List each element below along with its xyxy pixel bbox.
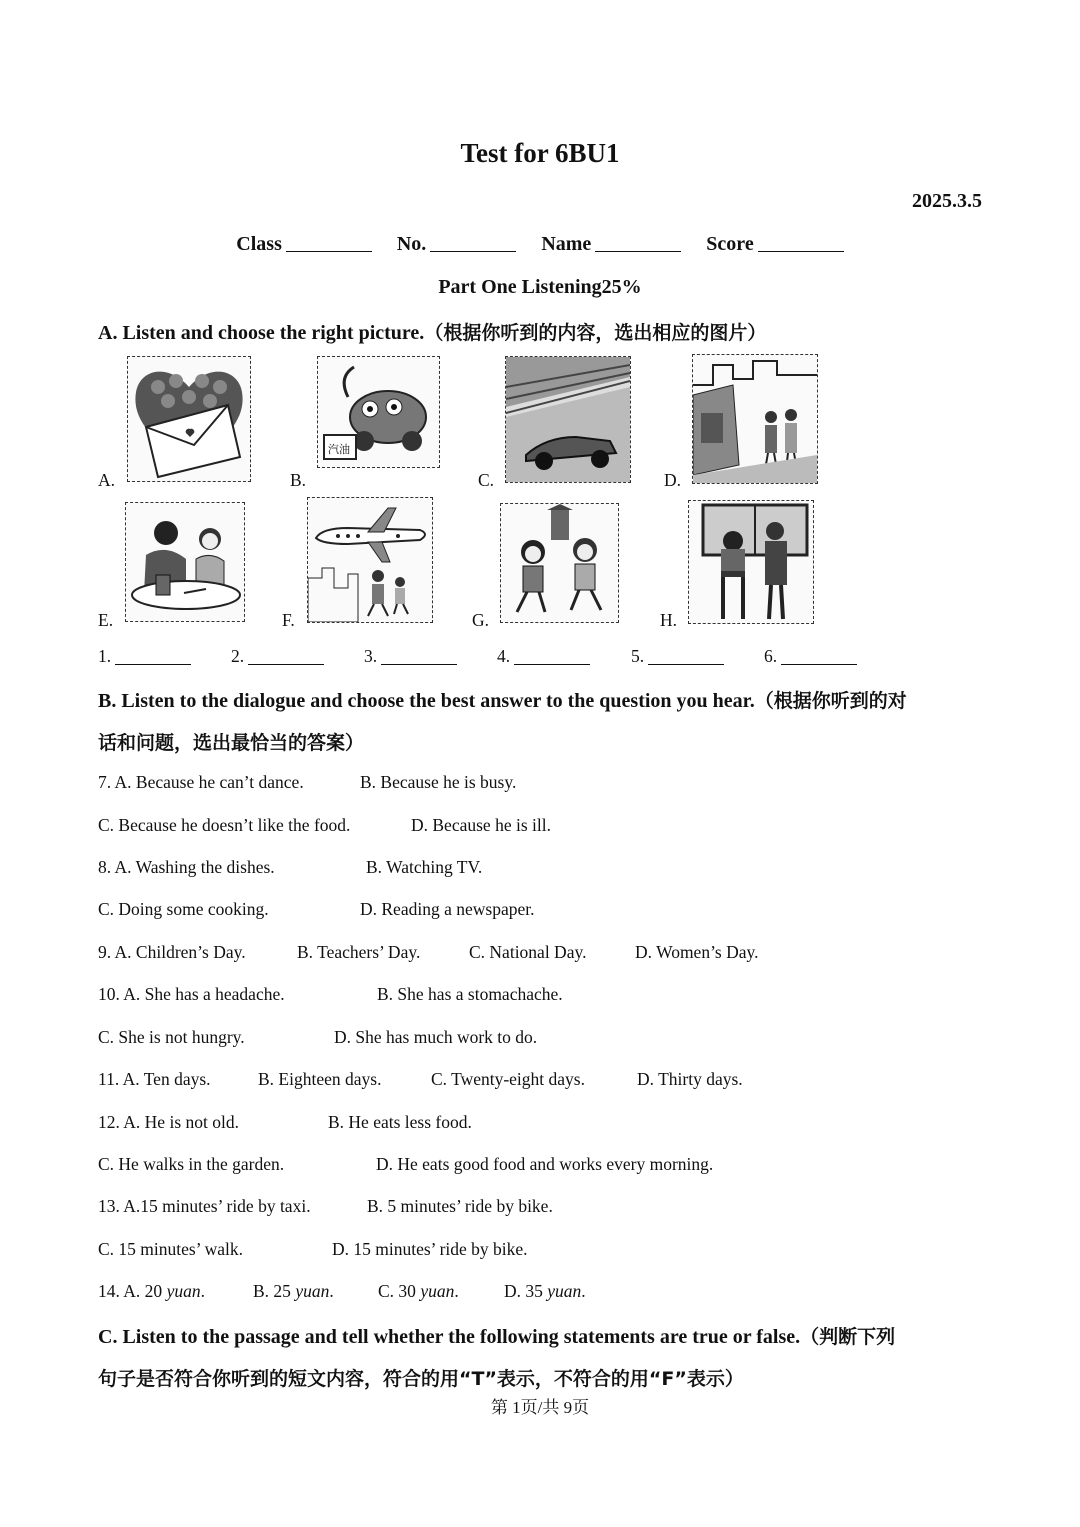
q12-option-d[interactable]: D. He eats good food and works every morning.	[376, 1154, 714, 1174]
picture-label-g: G.	[472, 610, 490, 630]
picture-label-f: F.	[282, 610, 295, 630]
q8-option-a[interactable]: 8. A. Washing the dishes.	[98, 857, 275, 877]
race-car-icon[interactable]	[505, 356, 631, 483]
q9-option-d[interactable]: D. Women’s Day.	[635, 942, 759, 962]
mother-child-drawing-icon[interactable]	[125, 502, 245, 622]
picture-label-b: B.	[290, 470, 307, 490]
score-field[interactable]: Score	[706, 233, 843, 255]
q8-option-c[interactable]: C. Doing some cooking.	[98, 899, 269, 919]
section-c-heading: C. Listen to the passage and tell whether the following statements are true or false.（判断下列	[98, 1326, 896, 1348]
q8-option-b[interactable]: B. Watching TV.	[366, 857, 483, 877]
q14-option-d[interactable]: D. 35 yuan.	[504, 1281, 586, 1301]
street-people-icon[interactable]	[692, 354, 818, 484]
picture-label-a: A.	[98, 470, 116, 490]
q11-option-a[interactable]: 11. A. Ten days.	[98, 1069, 211, 1089]
q13-option-b[interactable]: B. 5 minutes’ ride by bike.	[367, 1196, 553, 1216]
q8-option-d[interactable]: D. Reading a newspaper.	[360, 899, 535, 919]
airplane-family-icon[interactable]	[307, 497, 433, 623]
q7-option-c[interactable]: C. Because he doesn’t like the food.	[98, 815, 351, 835]
q9-option-a[interactable]: 9. A. Children’s Day.	[98, 942, 246, 962]
q11-option-c[interactable]: C. Twenty-eight days.	[431, 1069, 585, 1089]
section-a-heading: A. Listen and choose the right picture.（根据你听到的内容，选出相应的图片）	[98, 322, 767, 344]
picture-label-e: E.	[98, 610, 114, 630]
page-title: Test for 6BU1	[460, 138, 620, 168]
q14-option-c[interactable]: C. 30 yuan.	[378, 1281, 459, 1301]
children-walking-icon[interactable]	[500, 503, 619, 623]
test-date: 2025.3.5	[912, 190, 982, 212]
q11-option-b[interactable]: B. Eighteen days.	[258, 1069, 382, 1089]
q13-option-c[interactable]: C. 15 minutes’ walk.	[98, 1239, 244, 1259]
part-one-heading: Part One Listening25%	[438, 276, 642, 298]
window-chair-icon[interactable]	[688, 500, 814, 624]
q14-option-a[interactable]: 14. A. 20 yuan.	[98, 1281, 205, 1301]
picture-label-c: C.	[478, 470, 495, 490]
picture-label-d: D.	[664, 470, 682, 490]
section-c-heading-cont: 句子是否符合你听到的短文内容，符合的用“T”表示，不符合的用“F”表示）	[98, 1368, 744, 1390]
class-field[interactable]: Class	[236, 233, 372, 255]
answer-blank-5[interactable]: 5.	[631, 646, 724, 667]
q7-option-d[interactable]: D. Because he is ill.	[411, 815, 551, 835]
answer-blank-6[interactable]: 6.	[764, 646, 857, 667]
q13-option-d[interactable]: D. 15 minutes’ ride by bike.	[332, 1239, 528, 1259]
section-b-heading: B. Listen to the dialogue and choose the best answer to the question you hear.（根据你听到的对	[98, 690, 907, 712]
q10-option-c[interactable]: C. She is not hungry.	[98, 1027, 245, 1047]
student-info-line	[0, 233, 1080, 256]
petrol-caption: 汽油	[328, 443, 350, 456]
answer-blank-4[interactable]: 4.	[497, 646, 590, 667]
q12-option-b[interactable]: B. He eats less food.	[328, 1112, 472, 1132]
q9-option-c[interactable]: C. National Day.	[469, 942, 587, 962]
q7-option-b[interactable]: B. Because he is busy.	[360, 772, 517, 792]
q9-option-b[interactable]: B. Teachers’ Day.	[297, 942, 421, 962]
car-petrol-icon[interactable]	[317, 356, 440, 468]
q10-option-a[interactable]: 10. A. She has a headache.	[98, 984, 285, 1004]
q14-option-b[interactable]: B. 25 yuan.	[253, 1281, 334, 1301]
heart-letter-icon[interactable]	[127, 356, 251, 482]
section-b-heading-cont: 话和问题，选出最恰当的答案）	[98, 732, 365, 754]
q12-option-a[interactable]: 12. A. He is not old.	[98, 1112, 239, 1132]
name-field[interactable]: Name	[541, 233, 681, 255]
answer-blank-3[interactable]: 3.	[364, 646, 457, 667]
number-field[interactable]: No.	[397, 233, 516, 255]
picture-label-h: H.	[660, 610, 678, 630]
q11-option-d[interactable]: D. Thirty days.	[637, 1069, 743, 1089]
q13-option-a[interactable]: 13. A.15 minutes’ ride by taxi.	[98, 1196, 311, 1216]
q10-option-d[interactable]: D. She has much work to do.	[334, 1027, 538, 1047]
answer-blank-1[interactable]: 1.	[98, 646, 191, 667]
q10-option-b[interactable]: B. She has a stomachache.	[377, 984, 563, 1004]
q7-option-a[interactable]: 7. A. Because he can’t dance.	[98, 772, 304, 792]
q12-option-c[interactable]: C. He walks in the garden.	[98, 1154, 285, 1174]
answer-blank-2[interactable]: 2.	[231, 646, 324, 667]
page-footer: 第 1页/共 9页	[490, 1398, 590, 1417]
